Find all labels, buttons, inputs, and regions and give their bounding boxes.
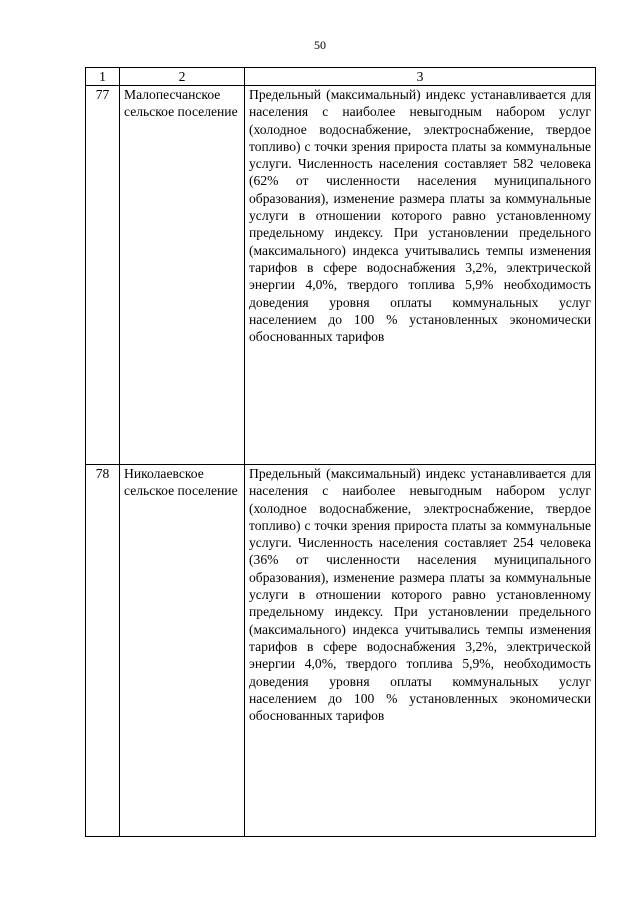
table-header-row xyxy=(86,68,596,86)
settlement-name: Малопесчанское сельское поселение xyxy=(120,86,245,465)
page-number: 50 xyxy=(314,38,326,52)
data-table xyxy=(85,67,596,837)
settlement-name: Николаевское сельское поселение xyxy=(120,465,245,837)
table-row xyxy=(86,465,596,837)
table-row xyxy=(86,86,596,465)
column-header-name: 2 xyxy=(120,68,245,86)
row-description: Предельный (максимальный) индекс устанавливается для населения с наиболее невыгодным набором услуг (холодное водоснабжение, электроснабжение, твердое топливо) с точки зрения прироста платы за коммунальные услуги. Численность населения составляет 582 человека (62% от численности населения муниципального образования), изменение размера платы за коммунальные услуги в отношении которого равно установленному предельному индексу. При установлении предельного (максимального) индекса учитывались темпы изменения тарифов в сфере водоснабжения 3,2%, электрической энергии 4,0%, твердого топлива 5,9% необходимость доведения уровня оплаты коммунальных услуг населением до 100 % установленных экономически обоснованных тарифов xyxy=(245,86,596,465)
column-header-description: 3 xyxy=(245,68,596,86)
row-number: 77 xyxy=(86,86,120,465)
row-description: Предельный (максимальный) индекс устанавливается для населения с наиболее невыгодным набором услуг (холодное водоснабжение, электроснабжение, твердое топливо) с точки зрения прироста платы за коммунальные услуги. Численность населения составляет 254 человека (36% от численности населения муниципального образования), изменение размера платы за коммунальные услуги в отношении которого равно установленному предельному индексу. При установлении предельного (максимального) индекса учитывались темпы изменения тарифов в сфере водоснабжения 3,2%, электрической энергии 4,0%, твердого топлива 5,9%, необходимость доведения уровня оплаты коммунальных услуг населением до 100 % установленных экономически обоснованных тарифов xyxy=(245,465,596,837)
row-number: 78 xyxy=(86,465,120,837)
column-header-number: 1 xyxy=(86,68,120,86)
